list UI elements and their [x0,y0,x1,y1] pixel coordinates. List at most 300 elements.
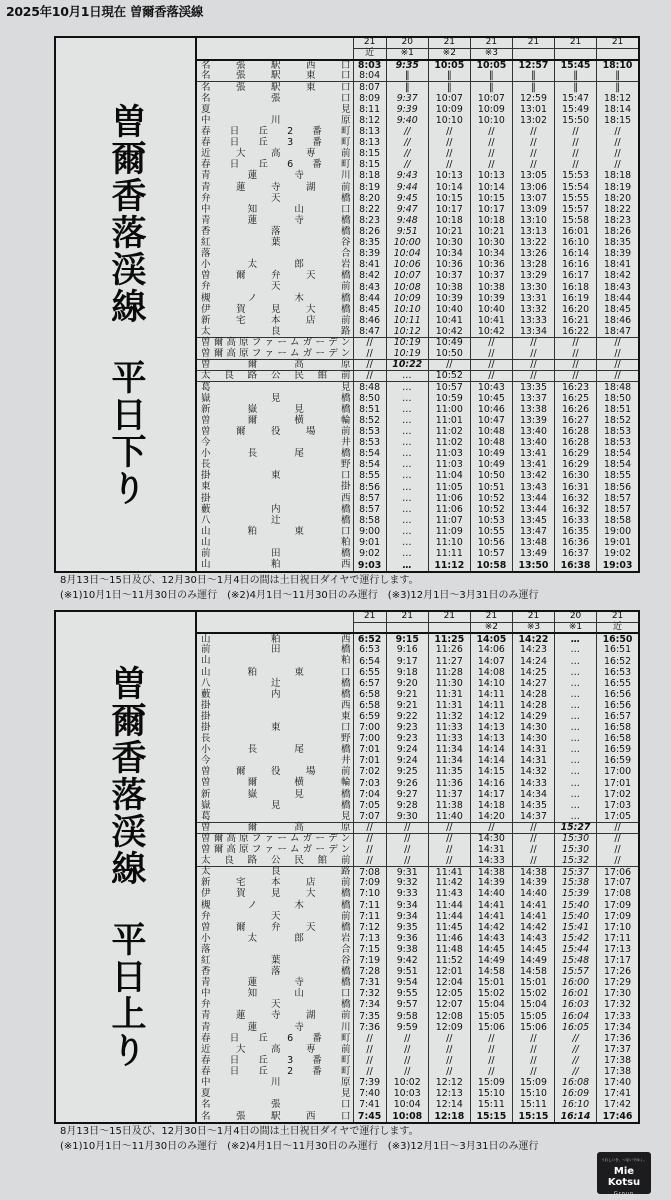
departure-time: 10:47 [470,415,512,426]
departure-time: 10:15 [470,193,512,204]
departure-time: 15:01 [470,977,512,988]
departure-time: 17:13 [597,944,638,955]
stop-name: 新 宅 本 店 前 [201,877,351,889]
timetable-row [197,248,638,259]
departure-time: 11:10 [428,537,470,548]
timetable-row [197,159,638,170]
departure-time: ‖ [512,82,554,93]
departure-time: // [555,126,597,137]
stop-name: 青 蓮 寺 橋 [201,977,351,989]
timetable-row [197,204,638,215]
departure-time: 15:57 [555,204,597,215]
departure-time: 14:49 [512,955,554,966]
departure-time: 17:37 [597,1044,638,1055]
departure-time: 8:48 [353,382,386,393]
departure-time: 11:45 [428,922,470,933]
timetable-row [197,348,638,359]
timetable-row [197,471,638,482]
departure-time: // [386,137,428,148]
departure-time: // [512,833,554,844]
departure-time: 18:23 [597,215,638,226]
service-mark [428,622,470,633]
departure-time: 10:38 [428,282,470,293]
departure-time: 18:15 [597,115,638,126]
departure-time: 6:58 [353,689,386,700]
departure-time: 8:54 [353,459,386,470]
departure-time: // [386,844,428,855]
departure-time: 9:42 [386,955,428,966]
departure-time: 9:15 [386,633,428,644]
departure-time: 18:53 [597,426,638,437]
departure-time: 15:09 [512,1077,554,1088]
departure-time: // [428,126,470,137]
timetable-row [197,667,638,678]
departure-time: 12:08 [428,1011,470,1022]
departure-time: 13:45 [512,515,554,526]
departure-time: 18:48 [597,382,638,393]
departure-time: 10:17 [470,204,512,215]
departure-time: 12:14 [428,1099,470,1110]
timetable-row [197,866,638,877]
departure-time: ‖ [470,71,512,82]
departure-time: 15:01 [512,977,554,988]
timetable-row [197,382,638,393]
timetable-row [197,1099,638,1110]
stop-name: 名 張 口 [201,1099,351,1111]
departure-time: 16:19 [555,293,597,304]
departure-time: 11:44 [428,900,470,911]
departure-time: 10:02 [386,1077,428,1088]
departure-time: … [386,393,428,404]
departure-time: 8:26 [353,226,386,237]
departure-time: 15:48 [555,955,597,966]
timetable-row [197,515,638,526]
departure-time: 10:52 [470,493,512,504]
departure-time: 16:27 [555,415,597,426]
title-panel-down [56,38,197,571]
departure-time: 7:36 [353,1022,386,1033]
departure-time: … [386,471,428,482]
departure-time: 19:01 [597,537,638,548]
timetable-row [197,337,638,348]
service-mark: ※3 [470,48,512,59]
stop-name: 掛 東 口 [201,470,351,482]
departure-time: // [597,844,638,855]
departure-time: 8:44 [353,293,386,304]
departure-time: 14:58 [470,966,512,977]
departure-time: // [386,822,428,833]
departure-time: 18:53 [597,437,638,448]
departure-time: 17:36 [597,1033,638,1044]
departure-time: 13:39 [512,415,554,426]
departure-time: 10:21 [428,226,470,237]
departure-time: 6:53 [353,645,386,656]
departure-time: 16:25 [555,393,597,404]
departure-time: 8:04 [353,71,386,82]
stop-name: 中 川 原 [201,114,351,126]
departure-time: // [470,822,512,833]
departure-time: // [428,1033,470,1044]
departure-time: 16:58 [597,722,638,733]
departure-time: 10:18 [428,215,470,226]
service-mark [555,48,597,59]
stop-name: 葛 見 [201,810,351,822]
departure-time: 18:12 [597,93,638,104]
stop-name: 落 合 [201,248,351,260]
stop-name: 春 日 丘 3 番 町 [201,1054,351,1066]
departure-time: // [470,126,512,137]
departure-time: 13:44 [512,504,554,515]
departure-time: 18:10 [597,60,638,71]
departure-time: 15:04 [470,1000,512,1011]
departure-time: 17:26 [597,966,638,977]
departure-time: 10:36 [470,259,512,270]
timetable-row [197,1022,638,1033]
departure-time: 10:13 [428,171,470,182]
stop-name: 曽 爾 弁 天 橋 [201,270,351,282]
departure-time: 8:53 [353,437,386,448]
departure-time: 10:40 [428,304,470,315]
departure-time: … [555,767,597,778]
departure-time: 11:00 [428,404,470,415]
departure-time: 18:52 [597,415,638,426]
departure-time: 14:14 [470,756,512,767]
departure-time: 18:55 [597,471,638,482]
stop-name: 名 張 口 [201,92,351,104]
stop-name: 名 張 駅 西 口 [201,1110,351,1122]
notes-down [60,573,539,603]
departure-time: 6:54 [353,656,386,667]
timetable-row [197,944,638,955]
departure-time: // [470,1044,512,1055]
departure-time: // [512,1044,554,1055]
departure-time: 14:29 [512,711,554,722]
departure-time: 10:17 [428,204,470,215]
timetable-row [197,215,638,226]
departure-time: 13:31 [512,293,554,304]
departure-time: 18:54 [597,448,638,459]
departure-time: 14:58 [512,966,554,977]
timetable-row [197,493,638,504]
departure-time: 16:01 [555,226,597,237]
stop-name: 青 蓮 寺 湖 前 [201,1010,351,1022]
departure-time: 11:38 [428,800,470,811]
departure-time: 8:22 [353,204,386,215]
departure-time: 10:57 [470,548,512,559]
departure-time: 17:38 [597,1055,638,1066]
departure-time: … [555,789,597,800]
departure-time: 9:00 [353,526,386,537]
departure-time: 15:41 [555,922,597,933]
departure-time: 9:44 [386,182,428,193]
departure-time: 16:28 [555,437,597,448]
departure-time: 10:06 [386,259,428,270]
departure-time: 16:16 [555,259,597,270]
departure-time: 9:48 [386,215,428,226]
stop-name: 山 粕 西 [201,559,351,571]
departure-time: 14:18 [470,800,512,811]
timetable-row [197,1066,638,1077]
departure-time: 14:30 [512,722,554,733]
departure-time: 7:09 [353,878,386,889]
departure-time: 16:04 [555,1011,597,1022]
timetable-row [197,504,638,515]
departure-time: 7:07 [353,811,386,822]
departure-time: 16:23 [555,382,597,393]
timetable-weekday-down [54,36,640,573]
departure-time: 9:36 [386,933,428,944]
departure-time: ‖ [428,71,470,82]
departure-time: 19:00 [597,526,638,537]
departure-time: … [386,437,428,448]
departure-time: 7:35 [353,1011,386,1022]
route-number: 21 [428,612,470,622]
departure-time: 11:34 [428,756,470,767]
departure-time: // [386,1033,428,1044]
departure-time: 10:07 [386,271,428,282]
departure-time: 17:00 [597,767,638,778]
departure-time: 10:14 [428,182,470,193]
departure-time: 16:29 [555,459,597,470]
departure-time: … [386,504,428,515]
departure-time: 13:40 [512,437,554,448]
departure-time: // [597,159,638,170]
logo-brand: Mie Kotsu [607,1166,641,1188]
departure-time: 15:02 [470,988,512,999]
departure-time: // [512,1055,554,1066]
stop-name: 春 日 丘 6 番 町 [201,159,351,171]
departure-time: // [428,1044,470,1055]
departure-time: 10:37 [428,271,470,282]
stop-name: 槻 ノ 木 橋 [201,899,351,911]
departure-time: 16:20 [555,304,597,315]
departure-time: 14:16 [470,778,512,789]
departure-time: 9:34 [386,911,428,922]
departure-time: … [555,711,597,722]
departure-time: 18:56 [597,482,638,493]
departure-time: 11:06 [428,493,470,504]
departure-time: 8:58 [353,515,386,526]
departure-time: 15:27 [555,822,597,833]
departure-time: 11:12 [428,559,470,571]
departure-time: … [386,459,428,470]
departure-time: ‖ [386,71,428,82]
departure-time: 13:29 [512,271,554,282]
departure-time: 11:44 [428,911,470,922]
timetable-row [197,282,638,293]
route-number: 21 [470,612,512,622]
departure-time: … [555,811,597,822]
departure-time: 16:37 [555,548,597,559]
departure-time: 12:18 [428,1111,470,1123]
departure-time: // [555,148,597,159]
timetable-row [197,878,638,889]
departure-time: 11:03 [428,459,470,470]
departure-time: 10:58 [470,559,512,571]
departure-time: 11:01 [428,415,470,426]
departure-time: 10:41 [470,315,512,326]
timetable-grid-up [197,612,638,1122]
departure-time: 14:49 [470,955,512,966]
departure-time: 10:51 [470,482,512,493]
departure-time: 11:02 [428,437,470,448]
timetable-row [197,722,638,733]
departure-time: 10:21 [470,226,512,237]
departure-time: 15:11 [470,1099,512,1110]
departure-time: 7:31 [353,977,386,988]
departure-time: 10:48 [470,437,512,448]
timetable-row [197,767,638,778]
departure-time: 14:15 [470,767,512,778]
departure-time: 8:15 [353,159,386,170]
departure-time: // [597,148,638,159]
departure-time: 10:15 [428,193,470,204]
stop-name: 山 粕 [201,655,351,667]
departure-time: 14:20 [470,811,512,822]
departure-time: 13:01 [512,104,554,115]
departure-time: 7:10 [353,889,386,900]
departure-time: 11:25 [428,633,470,644]
timetable-row [197,966,638,977]
departure-time: 10:55 [470,526,512,537]
departure-time: 10:08 [386,1111,428,1123]
timetable-row [197,71,638,82]
departure-time: 16:51 [597,645,638,656]
departure-time: 10:45 [470,393,512,404]
departure-time: 17:09 [597,911,638,922]
departure-time: 16:50 [597,633,638,644]
departure-time: 9:43 [386,171,428,182]
timetable-row [197,115,638,126]
departure-time: … [386,493,428,504]
departure-time: 6:57 [353,678,386,689]
departure-time: 10:04 [386,248,428,259]
departure-time: 10:43 [470,382,512,393]
departure-time: 10:56 [470,537,512,548]
stop-name: 曽 爾 横 輪 [201,777,351,789]
departure-time: 10:30 [428,237,470,248]
stop-name: 中 知 山 口 [201,988,351,1000]
stop-name: 山 粕 東 口 [201,666,351,678]
stop-name: 掛 東 [201,710,351,722]
departure-time: // [470,359,512,370]
timetable-row [197,1033,638,1044]
departure-time: 8:13 [353,137,386,148]
departure-time: 18:44 [597,293,638,304]
departure-time: // [512,348,554,359]
departure-time: 10:19 [386,348,428,359]
departure-time: 10:37 [470,271,512,282]
departure-time: 14:25 [512,667,554,678]
stop-name: 青 蓮 寺 川 [201,1021,351,1033]
departure-time: 12:12 [428,1077,470,1088]
departure-time: 16:10 [555,1099,597,1110]
departure-time: 14:11 [470,689,512,700]
timetable-row [197,955,638,966]
departure-time: 14:31 [512,756,554,767]
timetable-row [197,689,638,700]
departure-time: 14:05 [470,633,512,644]
departure-time: // [555,359,597,370]
timetable-row [197,822,638,833]
departure-time: 10:49 [470,459,512,470]
departure-time: // [470,159,512,170]
departure-time: // [470,137,512,148]
departure-time: 15:38 [555,878,597,889]
departure-time: 14:38 [512,866,554,877]
stop-name: 藪 内 橋 [201,688,351,700]
departure-time: 9:23 [386,733,428,744]
departure-time: 17:32 [597,1000,638,1011]
departure-time: // [597,822,638,833]
timetable-row [197,126,638,137]
stop-name: 青 蓮 寺 川 [201,170,351,182]
departure-time: 8:07 [353,82,386,93]
departure-time: 18:41 [597,259,638,270]
route-number: 21 [597,38,638,48]
departure-time: 14:07 [470,656,512,667]
departure-time: 8:15 [353,148,386,159]
stop-name: 小 長 尾 橋 [201,744,351,756]
departure-time: 13:09 [512,204,554,215]
timetable-row [197,844,638,855]
departure-time: 9:59 [386,1022,428,1033]
departure-time: 10:49 [470,448,512,459]
timetable-row [197,1044,638,1055]
departure-time: … [386,448,428,459]
departure-time: 10:22 [386,359,428,370]
departure-time: ‖ [555,71,597,82]
route-number: 21 [386,612,428,622]
timetable-row [197,789,638,800]
timetable-row [197,800,638,811]
departure-time: 9:21 [386,700,428,711]
departure-time: 14:14 [470,744,512,755]
departure-time: // [386,833,428,844]
departure-time: 14:31 [512,744,554,755]
departure-time: // [555,371,597,382]
departure-time: ‖ [597,71,638,82]
service-mark: 近 [353,48,386,59]
stop-name: 前 田 橋 [201,548,351,560]
departure-time: 14:13 [470,733,512,744]
stop-name: 名 張 駅 東 口 [197,82,353,93]
departure-time: 9:35 [386,922,428,933]
departure-time: 8:53 [353,426,386,437]
note-marks: (※1)10月1日〜11月30日のみ運行 (※2)4月1日〜11月30日のみ運行 (※3)12月1日〜3月31日のみ運行 [60,590,539,601]
departure-time: 11:52 [428,955,470,966]
departure-time: … [386,404,428,415]
departure-time: 15:11 [512,1099,554,1110]
departure-time: 14:12 [470,711,512,722]
departure-time: 12:07 [428,1000,470,1011]
departure-time: 19:03 [597,559,638,571]
departure-time: 11:09 [428,526,470,537]
departure-time: 9:18 [386,667,428,678]
timetable-row [197,171,638,182]
service-mark [386,622,428,633]
departure-time: 9:27 [386,789,428,800]
departure-time: 10:30 [470,237,512,248]
departure-time: 12:04 [428,977,470,988]
timetable-row [197,988,638,999]
timetable-row [197,678,638,689]
stop-name: 春 日 丘 2 番 町 [201,1065,351,1077]
stop-name: 新 嶽 見 橋 [201,788,351,800]
departure-time: 9:57 [386,1000,428,1011]
departure-time: 11:40 [428,811,470,822]
departure-time: // [428,822,470,833]
